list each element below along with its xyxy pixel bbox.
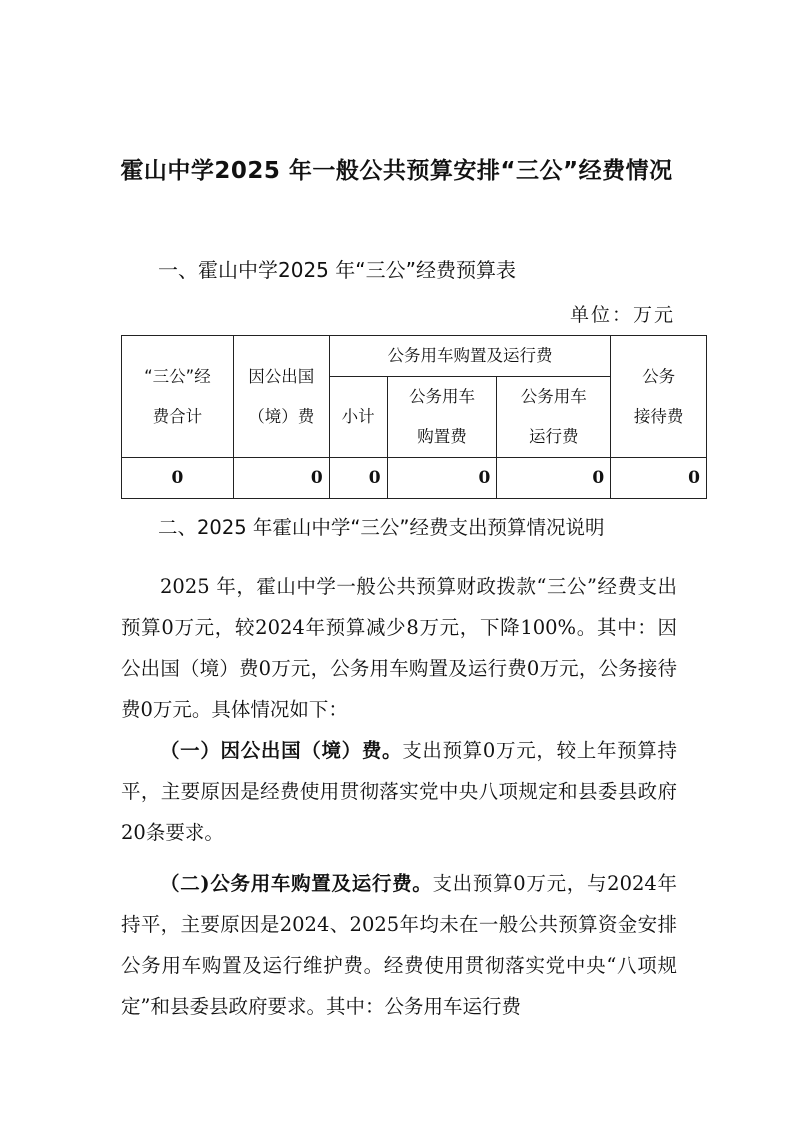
header-operation: 公务用车 运行费 bbox=[497, 377, 611, 458]
paragraph-abroad-body: 支出预算0万元，较上年预算持平，主要原因是经费使用贯彻落实党中央八项规定和县委县政府20条要求。 bbox=[121, 739, 677, 844]
table-row bbox=[122, 458, 707, 499]
section1-heading: 一、霍山中学2025 年“三公”经费预算表 bbox=[158, 258, 516, 282]
value-subtotal: 0 bbox=[329, 458, 387, 499]
header-subtotal: 小计 bbox=[329, 377, 387, 458]
paragraph-abroad-lead: （一）因公出国（境）费。 bbox=[160, 739, 403, 762]
value-total: 0 bbox=[122, 458, 234, 499]
unit-label: 单位：万元 bbox=[569, 304, 675, 326]
value-purchase: 0 bbox=[387, 458, 497, 499]
header-total: “三公”经 费合计 bbox=[122, 336, 234, 458]
header-abroad: 因公出国 （境）费 bbox=[233, 336, 329, 458]
document-title: 霍山中学2025 年一般公共预算安排“三公”经费情况 bbox=[120, 158, 673, 184]
header-reception: 公务 接待费 bbox=[611, 336, 707, 458]
paragraph-vehicle-lead: （二)公务用车购置及运行费。 bbox=[160, 872, 433, 895]
paragraph-vehicle bbox=[121, 863, 677, 1027]
paragraph-vehicle-body: 支出预算0万元，与2024年持平，主要原因是2024、2025年均未在一般公共预算资金安排公务用车购置及运行维护费。经费使用贯彻落实党中央“八项规定”和县委县政府要求。其中：公务用车运行费 bbox=[121, 872, 677, 1018]
value-reception: 0 bbox=[611, 458, 707, 499]
header-vehicle-group: 公务用车购置及运行费 bbox=[329, 336, 610, 377]
value-abroad: 0 bbox=[233, 458, 329, 499]
paragraph-overview: 2025 年，霍山中学一般公共预算财政拨款“三公”经费支出预算0万元，较2024年预算减少8万元，下降100%。其中：因公出国（境）费0万元，公务用车购置及运行费0万元，公务接待费0万元。具体情况如下： bbox=[121, 575, 677, 721]
header-purchase: 公务用车 购置费 bbox=[387, 377, 497, 458]
budget-table bbox=[121, 335, 707, 499]
section2-heading: 二、2025 年霍山中学“三公”经费支出预算情况说明 bbox=[158, 516, 605, 539]
value-operation: 0 bbox=[497, 458, 611, 499]
table-header-row bbox=[122, 336, 707, 377]
paragraph-abroad bbox=[121, 730, 677, 853]
